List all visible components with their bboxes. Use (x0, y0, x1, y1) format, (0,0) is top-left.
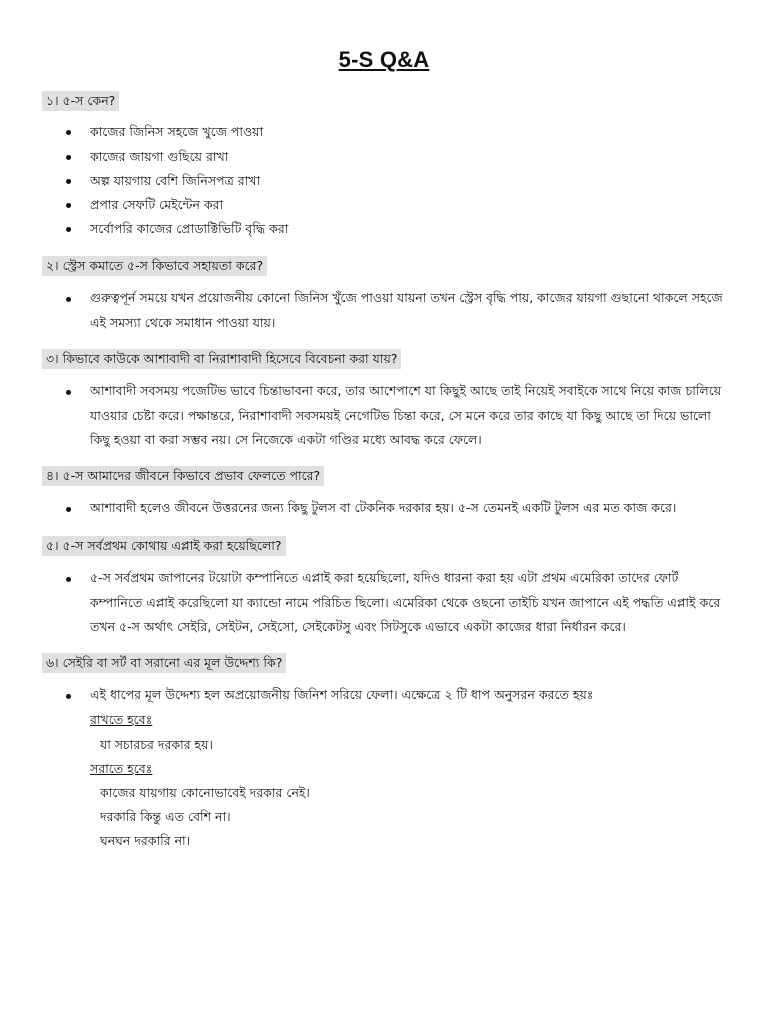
q1-bullet-1: কাজের জিনিস সহজে খুজে পাওয়া (90, 124, 264, 139)
q1-bullet-5: সর্বোপরি কাজের প্রোডাক্টিভিটি বৃদ্ধি করা (90, 221, 289, 236)
q3-answer-line-1: আশাবাদী সবসময় পজেটিভ ভাবে চিন্তাভাবনা করে, তার আশেপাশে যা কিছুই আছে তাই নিয়েই সবাইকে সাথে নিয়ে কাজ চালিয়ে (90, 383, 722, 398)
bullet-dot (66, 203, 71, 208)
bullet-dot (66, 507, 71, 512)
q5-answer-line-2: কম্পানিতে এপ্লাই করেছিলো যা ক্যান্ডো নামে পরিচিত ছিলো। এমেরিকা থেকে ওছনো তাইচি যখন জাপানে এই পদ্ধতি এপ্লাই করে (90, 595, 721, 610)
question-2: ২। স্ট্রেস কমাতে ৫-স কিভাবে সহায়তা করে? (42, 256, 267, 276)
remove-item-1: কাজের যায়গায় কোনোভাবেই দরকার নেই। (100, 785, 310, 800)
bullet-dot (66, 130, 71, 135)
q4-answer-line-1: আশাবাদী হলেও জীবনে উত্তরনের জন্য কিছু টুলস বা টেকনিক দরকার হয়। ৫-স তেমনই একটি টুলস এর মত কাজ করে। (90, 500, 677, 515)
q6-answer-line-1: এই ধাপের মূল উদ্দেশ্য হল অপ্রয়োজনীয় জিনিশ সরিয়ে ফেলা। এক্ষেত্রে ২ টি ধাপ অনুসরন করতে হয়ঃ (90, 687, 594, 702)
keep-item-1: যা সচারচর দরকার হয়। (100, 737, 213, 752)
question-3: ৩। কিভাবে কাউকে আশাবাদী বা নিরাশাবাদী হিসেবে বিবেচনা করা যায়? (42, 349, 401, 369)
q5-answer-line-1: ৫-স সর্বপ্রথম জাপানের টয়োটা কম্পানিতে এপ্লাই করা হয়েছিলো, যদিও ধারনা করা হয় এটা প্রথম এমেরিকা তাদের ফোর্ট (90, 570, 679, 585)
q2-answer-line-2: এই সমস্যা থেকে সমাধান পাওয়া যায়। (90, 315, 276, 330)
remove-heading: সরাতে হবেঃ (90, 761, 153, 776)
q1-bullet-3: অল্প যায়গায় বেশি জিনিসপত্র রাখা (90, 173, 261, 188)
q3-answer-line-3: কিছু হওয়া বা করা সম্ভব নয়। সে নিজেকে একটা গণ্ডির মধ্যে আবদ্ধ করে ফেলে। (90, 432, 482, 447)
bullet-dot (66, 155, 71, 160)
q3-answer-line-2: যাওয়ার চেষ্টা করে। পক্ষান্তরে, নিরাশাবাদী সবসময়ই নেগেটিভ চিন্তা করে, সে মনে করে তার কাছে যা কিছু আছে তা দিয়ে ভালো (90, 408, 711, 423)
page-title: 5-S Q&A (338, 47, 430, 72)
bullet-dot (66, 390, 71, 395)
q1-bullet-2: কাজের জায়গা গুছিয়ে রাখা (90, 149, 229, 164)
bullet-dot (66, 227, 71, 232)
question-6: ৬। সেইরি বা সর্ট বা সরানো এর মূল উদ্দেশ্য কি? (42, 653, 286, 673)
question-5: ৫। ৫-স সর্বপ্রথম কোথায় এপ্লাই করা হয়েছিলো? (42, 536, 286, 556)
question-1: ১। ৫-স কেন? (42, 91, 119, 111)
q1-bullet-4: প্রপার সেফটি মেইন্টেন করা (90, 197, 224, 212)
question-4: ৪। ৫-স আমাদের জীবনে কিভাবে প্রভাব ফেলতে পারে? (42, 466, 324, 486)
q2-answer-line-1: গুরুত্বপূর্ন সময়ে যখন প্রয়োজনীয় কোনো জিনিস খুঁজে পাওয়া যায়না তখন স্ট্রেস বৃদ্ধি পায়, কাজের যায়গা গুছানো থাকলে সহজে (90, 290, 723, 305)
bullet-dot (66, 179, 71, 184)
bullet-dot (66, 694, 71, 699)
q5-answer-line-3: তখন ৫-স অর্থাৎ সেইরি, সেইটন, সেইসো, সেইকেটসু এবং সিটসুকে এভাবে একটা কাজের ধারা নির্ধারন করে। (90, 619, 626, 634)
remove-item-3: ঘনঘন দরকারি না। (100, 833, 191, 848)
bullet-dot (66, 297, 71, 302)
remove-item-2: দরকারি কিন্তু এত বেশি না। (100, 809, 231, 824)
keep-heading: রাখতে হবেঃ (90, 712, 153, 727)
bullet-dot (66, 577, 71, 582)
